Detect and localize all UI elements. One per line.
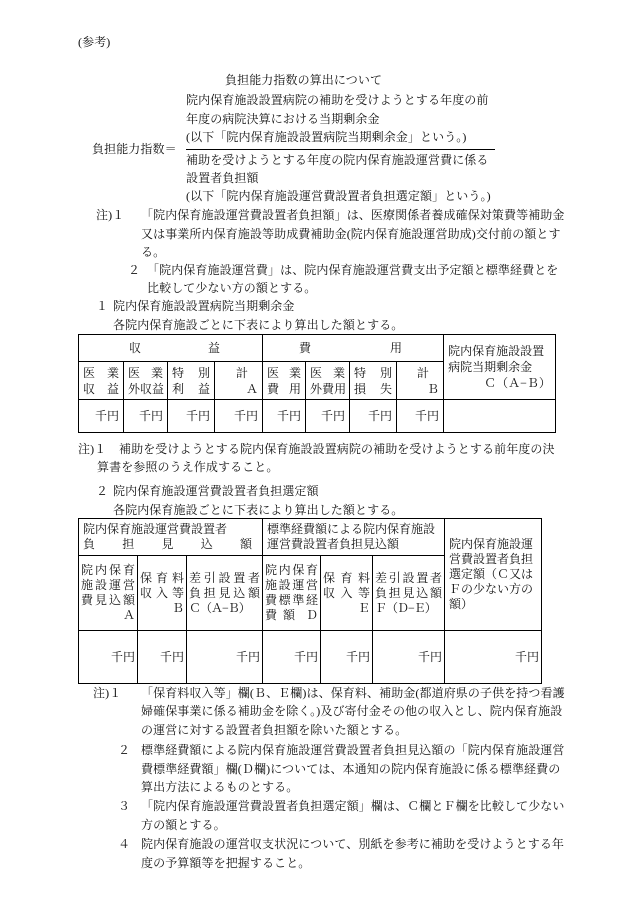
- char: 見: [94, 593, 107, 607]
- table-2-note-2-line-1: 標準経費額による院内保育施設運営費設置者負担見込額の「院内保育施設運営: [141, 743, 565, 757]
- char: 額: [122, 593, 135, 607]
- column-header-line: [189, 571, 260, 586]
- char: 設: [402, 570, 415, 585]
- char: 医: [128, 365, 141, 380]
- column-header-line: [267, 365, 301, 381]
- column-header-line: [140, 586, 184, 601]
- column-header-line: [189, 586, 260, 601]
- column-header-line: [83, 381, 119, 397]
- char: 収: [83, 381, 96, 396]
- column-header-line: [140, 571, 184, 586]
- char: 等: [357, 585, 370, 600]
- surplus-header-line-2: 病院当期剰余金: [448, 360, 533, 374]
- char: 込: [108, 593, 121, 607]
- char: 費: [267, 381, 280, 396]
- column-header-key: Ｂ: [171, 600, 184, 615]
- char: 担: [203, 585, 216, 600]
- revenue-header: [83, 340, 258, 356]
- char: 差: [375, 570, 388, 585]
- char: 費: [265, 593, 278, 607]
- column-header-line: [81, 593, 135, 608]
- column-header-non-medical-expense: [306, 362, 350, 400]
- column-header-medical-expense: [263, 362, 306, 400]
- char: 収: [129, 341, 142, 355]
- column-header-line: Ａ: [246, 381, 259, 396]
- column-header-line: [172, 381, 210, 397]
- char: 見: [402, 585, 415, 600]
- numerator-line-2: 年度の病院決算における当期剰余金: [186, 112, 380, 126]
- column-header-line: [172, 365, 210, 381]
- expense-header: [267, 340, 439, 356]
- table-2-note-2-line-2: 費標準経費額」欄(Ｄ欄)については、本通知の院内保育施設に係る標準経費の: [141, 762, 561, 776]
- unit-cell: 千円: [79, 631, 138, 684]
- char: 設: [218, 570, 231, 585]
- table-2-note-3-marker: ３: [118, 799, 131, 813]
- char: 差: [189, 570, 202, 585]
- section-2-title: 院内保育施設運営費設置者負担選定額: [113, 484, 319, 498]
- surplus-header-line-1: 院内保育施設設置: [448, 344, 545, 358]
- char: 育: [340, 570, 353, 585]
- denominator-line-3: (以下「院内保育施設運営費設置者負担選定額」という。): [186, 189, 491, 203]
- char: 費: [299, 341, 312, 355]
- unit-cell: 千円: [263, 631, 321, 684]
- column-header-expense-total: [397, 362, 444, 400]
- expense-header-cell: [263, 335, 444, 362]
- char: 者: [248, 570, 261, 585]
- table-2-note-1-line-1: 「保育料収入等」欄(Ｂ、Ｅ欄)は、保育料、補助金(都道府県の子供を持つ看護: [141, 686, 565, 700]
- char: 置: [233, 570, 246, 585]
- table-2-note-1-line-3: の運営に対する設置者負担額を除いた額とする。: [141, 723, 408, 737]
- formula-note-1-line-2: 又は事業所内保育施設等助成費補助金(院内保育施設運営助成)交付前の額とす: [141, 227, 561, 241]
- table-2-note-3-line-1: 「院内保育施設運営費設置者負担選定額」欄は、Ｃ欄とＦ欄を比較して少ない: [141, 799, 565, 813]
- table-2-note-4-line-2: 度の予算額等を把握すること。: [141, 856, 311, 870]
- char: 医: [83, 365, 96, 380]
- char: 負: [189, 585, 202, 600]
- char: 運: [108, 578, 121, 592]
- column-header-line: [83, 365, 119, 381]
- char: 営: [305, 578, 318, 592]
- char: 者: [430, 570, 443, 585]
- char: 医: [310, 365, 323, 380]
- column-header-fee-income-b: [138, 556, 187, 631]
- char: 見: [161, 537, 174, 551]
- table-1-note-line-1: 補助を受けようとする院内保育施設設置病院の補助を受けようとする前年度の決: [119, 442, 555, 456]
- column-header-key: Ｃ（Ａ−Ｂ）: [189, 600, 250, 615]
- char: 失: [380, 381, 393, 396]
- char: 額: [248, 585, 261, 600]
- char: 内: [94, 563, 107, 577]
- formula-note-1-line-3: る。: [141, 245, 166, 259]
- revenue-header-cell: [79, 335, 263, 362]
- table-2-note-2-marker: ２: [118, 743, 131, 757]
- char: 業: [333, 365, 346, 380]
- column-header-line: [265, 578, 318, 593]
- table-2-note-3-line-2: 方の額とする。: [141, 818, 226, 832]
- char: 負: [375, 585, 388, 600]
- unit-cell: 千円: [263, 400, 306, 433]
- char: 施: [81, 578, 94, 592]
- char: 業: [150, 365, 163, 380]
- surplus-table: [78, 334, 556, 433]
- section-2-description: 各院内保育施設ごとに下表により算出した額とする。: [113, 503, 404, 517]
- table-row: [79, 400, 556, 433]
- formula-title: 負担能力指数の算出について: [225, 73, 383, 87]
- char: 費: [81, 593, 94, 607]
- unit-cell: 千円: [124, 400, 168, 433]
- char: 標: [278, 593, 291, 607]
- unit-cell: 千円: [445, 631, 542, 684]
- surplus-header-line-3: Ｃ（Ａ−Ｂ）: [484, 376, 551, 390]
- column-header-key: Ａ: [122, 608, 135, 622]
- char: 特: [354, 365, 367, 380]
- table-2-note-4-line-1: 院内保育施設の運営収支状況について、別紙を参考に補助を受けようとする年: [141, 837, 565, 851]
- char: 入: [155, 585, 168, 600]
- formula-note-1-marker: 注)１: [96, 208, 125, 222]
- column-header-line: Ｂ: [427, 381, 440, 396]
- char: 見: [218, 585, 231, 600]
- char: 育: [122, 563, 135, 577]
- char: 料: [357, 570, 370, 585]
- numerator-line-1: 院内保育施設設置病院の補助を受けようとする年度の前: [186, 93, 489, 107]
- column-header-net-burden-c: [187, 556, 263, 631]
- char: 額: [283, 608, 296, 622]
- column-header-line: [265, 608, 295, 623]
- char: 運: [292, 578, 305, 592]
- unit-cell: 千円: [79, 400, 124, 433]
- denominator-line-2: 設置者負担額: [186, 171, 259, 185]
- column-header-line: [354, 365, 392, 381]
- column-header-estimated-operating-cost: [79, 556, 138, 631]
- column-header-line: [375, 586, 442, 601]
- char: 置: [416, 570, 429, 585]
- column-header-line: 計: [417, 365, 430, 380]
- char: 設: [278, 578, 291, 592]
- table-1-note-line-2: 算書を参照のうえ作成すること。: [97, 460, 279, 474]
- char: 別: [380, 365, 393, 380]
- column-header-last-line: [265, 608, 318, 623]
- selected-burden-header-line: 選定額（Ｃ又は: [449, 567, 534, 581]
- char: 込: [233, 585, 246, 600]
- char: 院: [81, 563, 94, 577]
- standard-burden-header-cell: [263, 519, 445, 556]
- char: 利: [172, 381, 185, 396]
- char: 引: [203, 570, 216, 585]
- table-2-note-2-line-3: 算出方法によるものとする。: [141, 780, 299, 794]
- section-1-title: 院内保育施設設置病院当期剰余金: [113, 299, 295, 313]
- formula-label: 負担能力指数＝: [92, 142, 177, 156]
- column-header-line: [323, 586, 370, 601]
- selected-burden-header-line: 営費設置者負担: [449, 552, 534, 566]
- column-header-line: [310, 381, 345, 397]
- column-header-line: [310, 365, 345, 381]
- char: 準: [292, 593, 305, 607]
- table-row: [79, 335, 556, 362]
- column-header-key: Ｆ（Ｄ−Ｅ）: [375, 600, 436, 615]
- unit-cell: 千円: [350, 400, 397, 433]
- table-2-note-1-marker: 注)１: [93, 686, 122, 700]
- char: 育: [155, 570, 168, 585]
- char: 院: [265, 563, 278, 577]
- selected-burden-header-cell: [445, 519, 542, 631]
- standard-burden-header-line-1: 標準経費額による院内保育施設: [267, 522, 436, 536]
- char: 設: [94, 578, 107, 592]
- formula-note-2-line-1: 「院内保育施設運営費」は、院内保育施設運営費支出予定額と標準経費とを: [147, 263, 559, 277]
- table-1-note-marker: 注)１: [78, 442, 107, 456]
- estimated-burden-header-line-2: [83, 537, 258, 552]
- unit-cell: 千円: [168, 400, 215, 433]
- unit-cell: 千円: [373, 631, 445, 684]
- standard-burden-header-line-2: 運営費設置者負担見込額: [267, 537, 400, 551]
- column-header-line: [265, 593, 318, 608]
- char: 益: [152, 381, 165, 396]
- char: 用: [334, 381, 347, 396]
- unit-cell: 千円: [215, 400, 263, 433]
- surplus-header-cell: [444, 335, 556, 400]
- char: 経: [305, 593, 318, 607]
- char: 保: [323, 570, 336, 585]
- burden-table: [78, 518, 542, 684]
- column-header-extraordinary-loss: [350, 362, 397, 400]
- selected-burden-header-line: 額）: [449, 597, 474, 611]
- column-header-key: Ｅ: [358, 600, 371, 615]
- denominator-line-1: 補助を受けようとする年度の院内保育施設運営費に係る: [186, 153, 489, 167]
- char: 施: [265, 578, 278, 592]
- reference-label: (参考): [78, 35, 111, 49]
- numerator-line-3: (以下「院内保育施設設置病院当期剰余金」という。): [186, 130, 467, 144]
- table-2-note-4-marker: ４: [118, 837, 131, 851]
- unit-cell: 千円: [397, 400, 444, 433]
- column-header-non-medical-revenue: [124, 362, 168, 400]
- char: 担: [388, 585, 401, 600]
- char: 料: [171, 570, 184, 585]
- column-header-line: [323, 571, 370, 586]
- char: 込: [200, 537, 213, 551]
- column-header-line: [81, 578, 135, 593]
- selected-burden-header-line: 院内保育施設運: [449, 537, 534, 551]
- char: 外: [128, 381, 141, 396]
- char: 特: [172, 365, 185, 380]
- section-2-number: ２: [96, 484, 109, 498]
- column-header-fee-income-e: [321, 556, 373, 631]
- char: 保: [140, 570, 153, 585]
- char: 入: [340, 585, 353, 600]
- char: 担: [122, 537, 135, 551]
- char: 用: [289, 381, 302, 396]
- char: 損: [354, 381, 367, 396]
- char: 益: [197, 381, 210, 396]
- column-header-medical-revenue: [79, 362, 124, 400]
- column-header-revenue-total: [215, 362, 263, 400]
- char: 収: [140, 585, 153, 600]
- char: 益: [106, 381, 119, 396]
- char: 費: [265, 608, 278, 622]
- char: 育: [305, 563, 318, 577]
- unit-cell: 千円: [306, 400, 350, 433]
- table-2-note-1-line-2: 婦確保事業に係る補助金を除く。)及び寄付金その他の収入とし、院内保育施設: [141, 704, 563, 718]
- char: 負: [83, 537, 96, 551]
- table-row: [79, 631, 542, 684]
- char: 保: [292, 563, 305, 577]
- column-header-standard-operating-cost: [263, 556, 321, 631]
- formula-note-2-marker: ２: [128, 263, 141, 277]
- column-header-net-burden-f: [373, 556, 445, 631]
- table-row: [79, 519, 542, 556]
- unit-cell: 千円: [187, 631, 263, 684]
- char: 等: [171, 585, 184, 600]
- char: 引: [388, 570, 401, 585]
- char: 額: [430, 585, 443, 600]
- char: 保: [108, 563, 121, 577]
- column-header-line: [265, 563, 318, 578]
- unit-cell: 千円: [321, 631, 373, 684]
- char: 業: [289, 365, 302, 380]
- char: 業: [106, 365, 119, 380]
- section-1-description: 各院内保育施設ごとに下表により算出した額とする。: [113, 318, 404, 332]
- char: 込: [416, 585, 429, 600]
- unit-cell: 千円: [138, 631, 187, 684]
- char: 益: [208, 341, 221, 355]
- column-header-line: [128, 365, 163, 381]
- estimated-burden-header-cell: [79, 519, 263, 556]
- column-header-line: 計: [236, 365, 249, 380]
- char: 外: [310, 381, 323, 396]
- formula-note-1-line-1: 「院内保育施設運営費設置者負担額」は、医療関係者養成確保対策費等補助金: [141, 208, 565, 222]
- char: 収: [323, 585, 336, 600]
- estimated-burden-header-line-1: 院内保育施設運営費設置者: [83, 522, 228, 536]
- char: 医: [267, 365, 280, 380]
- char: 別: [197, 365, 210, 380]
- section-1-number: １: [96, 299, 109, 313]
- char: 収: [140, 381, 153, 396]
- column-header-line: [375, 571, 442, 586]
- char: 内: [278, 563, 291, 577]
- column-header-key: Ｄ: [306, 608, 319, 622]
- column-header-extraordinary-profit: [168, 362, 215, 400]
- fraction-bar: [186, 149, 495, 150]
- char: 営: [122, 578, 135, 592]
- empty-cell: [444, 400, 556, 433]
- column-header-line: [354, 381, 392, 397]
- char: 費: [322, 381, 335, 396]
- column-header-line: [267, 381, 301, 397]
- char: 額: [240, 537, 253, 551]
- char: 用: [390, 341, 403, 355]
- formula-note-2-line-2: 比較して少ない方の額とする。: [147, 281, 317, 295]
- column-header-line: [128, 381, 163, 397]
- column-header-line: [81, 563, 135, 578]
- selected-burden-header-line: Ｆの少ない方の: [449, 582, 534, 596]
